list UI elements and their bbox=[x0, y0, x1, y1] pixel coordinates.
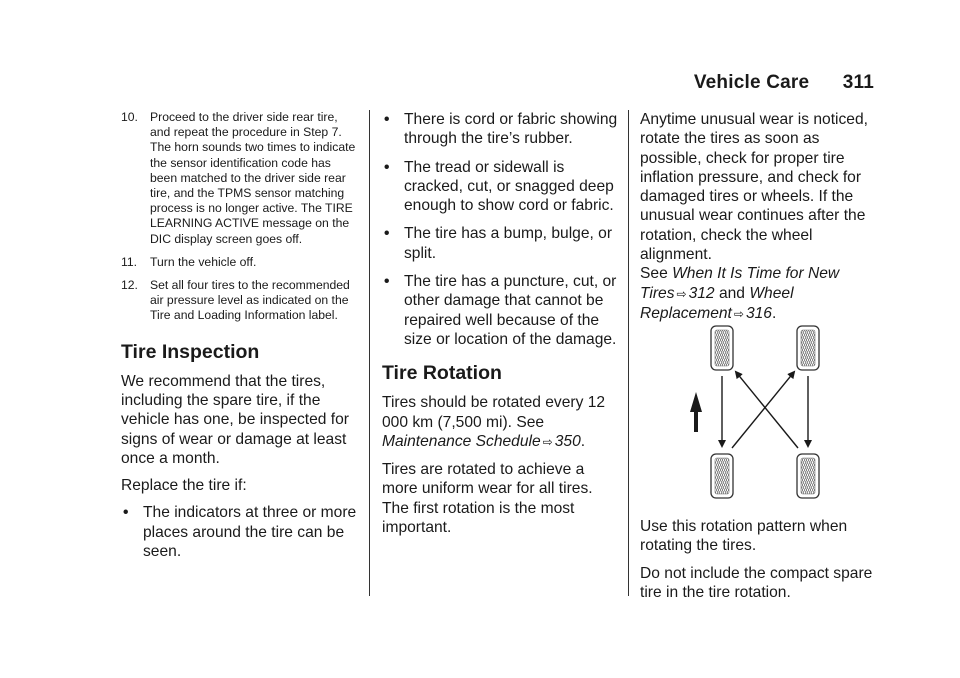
see-references: See When It Is Time for New Tires ⇨ 312 and Wheel Replacement ⇨ 316. bbox=[640, 265, 840, 322]
page-header bbox=[694, 72, 874, 94]
column-divider-1 bbox=[369, 110, 370, 596]
tire-rear-left-icon bbox=[711, 454, 733, 498]
step-item: 10. Proceed to the driver side rear tire, and repeat the procedure in Step 7. The horn sounds two times to indicate the sensor identification code has been matched to the driver side rear tire, and the TPMS sensor matching process is no longer active. The TIRE LEARNING ACTIVE message on the DIC display screen goes off. bbox=[121, 110, 356, 246]
replace-conditions-cont bbox=[382, 110, 622, 349]
page-ref-arrow-icon: ⇨ bbox=[733, 306, 744, 321]
rotation-paragraph-2: Tires are rotated to achieve a more uniform wear for all tires. The first rotation is the most important. bbox=[382, 461, 593, 537]
tire-front-right-icon bbox=[797, 326, 819, 370]
inspection-paragraph: We recommend that the tires, including the spare tire, if the vehicle has one, be inspected for signs of wear or damage at least once a month. bbox=[121, 372, 349, 467]
page-ref-arrow-icon: ⇨ bbox=[542, 434, 553, 449]
tire-rotation-heading: Tire Rotation bbox=[382, 362, 502, 385]
list-item: • The indicators at three or more places around the tire can be seen. bbox=[123, 504, 357, 561]
page-number: 311 bbox=[842, 72, 874, 93]
column-divider-2 bbox=[628, 110, 629, 596]
page-ref-arrow-icon: ⇨ bbox=[676, 286, 687, 301]
list-item: • The tire has a puncture, cut, or other damage that cannot be repaired well because of the size or location of the damage. bbox=[384, 273, 617, 348]
procedure-steps bbox=[121, 110, 361, 324]
replace-conditions bbox=[121, 503, 361, 561]
column-3 bbox=[640, 110, 880, 601]
new-tires-link[interactable]: When It Is Time for New Tires ⇨ 312 bbox=[640, 265, 840, 302]
column-2 bbox=[382, 110, 622, 545]
rotation-arrow-cross-1-icon bbox=[736, 372, 798, 448]
section-title: Vehicle Care bbox=[693, 72, 810, 93]
replace-paragraph: Replace the tire if: bbox=[121, 477, 247, 495]
figure-caption-block bbox=[640, 517, 880, 610]
spare-tire-note: Do not include the compact spare tire in the tire rotation. bbox=[640, 564, 873, 601]
list-item: • There is cord or fabric showing through the tire’s rubber. bbox=[384, 111, 618, 148]
tire-inspection-heading: Tire Inspection bbox=[121, 340, 260, 363]
unusual-wear-paragraph: Anytime unusual wear is noticed, rotate the tires as soon as possible, check for proper tire inflation pressure, and check for damaged tires or wheels. If the unusual wear continues after the rotation, check the wheel alignment. bbox=[640, 111, 868, 264]
rotation-arrow-cross-2-icon bbox=[732, 372, 794, 448]
forward-direction-arrow-icon bbox=[690, 392, 702, 432]
tire-front-left-icon bbox=[711, 326, 733, 370]
figure-caption: Use this rotation pattern when rotating the tires. bbox=[640, 518, 848, 555]
maintenance-schedule-link[interactable]: Maintenance Schedule ⇨ 350 bbox=[382, 432, 581, 450]
tire-rear-right-icon bbox=[797, 454, 819, 498]
step-item: 12. Set all four tires to the recommended air pressure level as indicated on the Tire and Loading Information label. bbox=[121, 278, 350, 323]
wheel-replacement-link[interactable]: Wheel Replacement ⇨ 316 bbox=[640, 284, 794, 322]
rotation-paragraph: Tires should be rotated every 12 000 km (7,500 mi). See Maintenance Schedule ⇨ 350. bbox=[382, 394, 606, 450]
step-item: 11. Turn the vehicle off. bbox=[121, 254, 257, 269]
tire-rotation-diagram bbox=[680, 320, 840, 506]
list-item: • The tread or sidewall is cracked, cut, or snagged deep enough to show cord or fabric. bbox=[384, 158, 614, 215]
list-item: • The tire has a bump, bulge, or split. bbox=[384, 225, 613, 262]
column-1 bbox=[121, 110, 361, 570]
